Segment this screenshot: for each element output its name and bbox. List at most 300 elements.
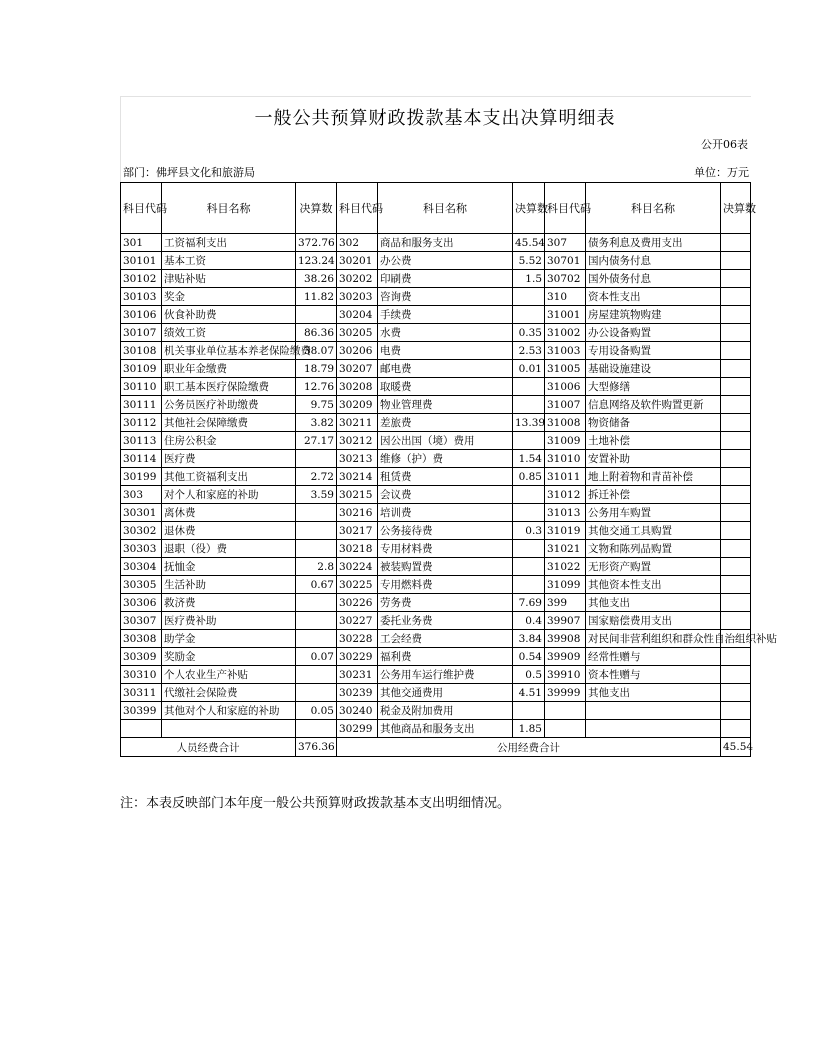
cell-amount-3: [721, 306, 751, 324]
cell-name-1: 生活补助: [162, 576, 296, 594]
cell-code-2: 30203: [337, 288, 378, 306]
cell-name-1: 基本工资: [162, 252, 296, 270]
header-name-1: 科目名称: [162, 183, 296, 234]
cell-code-2: 30218: [337, 540, 378, 558]
table-row: [121, 630, 751, 648]
cell-amount-1: [296, 306, 337, 324]
cell-amount-1: 2.72: [296, 468, 337, 486]
cell-code-1: 30106: [121, 306, 162, 324]
cell-name-2: 被装购置费: [378, 558, 513, 576]
cell-name-3: [586, 702, 721, 720]
cell-name-3: 经常性赠与: [586, 648, 721, 666]
cell-amount-2: 0.35: [513, 324, 545, 342]
table-row: [121, 378, 751, 396]
table-row: [121, 342, 751, 360]
cell-code-1: 30302: [121, 522, 162, 540]
cell-amount-2: [513, 504, 545, 522]
cell-code-1: 30306: [121, 594, 162, 612]
footnote: 注：本表反映部门本年度一般公共预算财政拨款基本支出明细情况。: [120, 796, 511, 811]
cell-name-2: 培训费: [378, 504, 513, 522]
cell-code-3: 30701: [545, 252, 586, 270]
table-row: [121, 252, 751, 270]
report-title: 一般公共预算财政拨款基本支出决算明细表: [254, 108, 616, 129]
cell-code-3: 31007: [545, 396, 586, 414]
cell-amount-1: 18.79: [296, 360, 337, 378]
table-row: [121, 612, 751, 630]
cell-amount-2: 4.51: [513, 684, 545, 702]
cell-name-3: 无形资产购置: [586, 558, 721, 576]
cell-code-1: 30199: [121, 468, 162, 486]
cell-amount-2: [513, 288, 545, 306]
cell-amount-3: [721, 396, 751, 414]
cell-name-1: 绩效工资: [162, 324, 296, 342]
table-row: [121, 306, 751, 324]
cell-code-1: 30307: [121, 612, 162, 630]
cell-name-1: 公务员医疗补助缴费: [162, 396, 296, 414]
cell-name-3: 其他交通工具购置: [586, 522, 721, 540]
cell-code-1: 30108: [121, 342, 162, 360]
cell-code-1: 30112: [121, 414, 162, 432]
cell-name-3: 资本性支出: [586, 288, 721, 306]
table-row: [121, 702, 751, 720]
cell-name-1: 医疗费补助: [162, 612, 296, 630]
cell-amount-3: [721, 468, 751, 486]
cell-code-2: 30239: [337, 684, 378, 702]
cell-code-1: 30113: [121, 432, 162, 450]
cell-code-3: 31010: [545, 450, 586, 468]
cell-name-2: 电费: [378, 342, 513, 360]
cell-amount-2: 1.85: [513, 720, 545, 738]
cell-amount-2: [513, 576, 545, 594]
table-header-row: [121, 183, 751, 234]
cell-code-3: 31008: [545, 414, 586, 432]
cell-code-1: 301: [121, 234, 162, 252]
cell-code-2: 30211: [337, 414, 378, 432]
cell-code-3: 31006: [545, 378, 586, 396]
cell-name-1: 机关事业单位基本养老保险缴费: [162, 342, 296, 360]
header-amount-3: 决算数: [721, 183, 751, 234]
cell-code-2: 30224: [337, 558, 378, 576]
cell-code-3: 39910: [545, 666, 586, 684]
cell-code-3: 31013: [545, 504, 586, 522]
cell-code-3: 31005: [545, 360, 586, 378]
cell-code-1: 30103: [121, 288, 162, 306]
cell-name-3: 其他支出: [586, 594, 721, 612]
cell-name-3: 地上附着物和青苗补偿: [586, 468, 721, 486]
cell-amount-3: [721, 270, 751, 288]
personnel-total-label: 人员经费合计: [121, 738, 296, 757]
cell-code-3: 31012: [545, 486, 586, 504]
table-row: [121, 540, 751, 558]
cell-code-1: 30102: [121, 270, 162, 288]
cell-amount-2: 1.54: [513, 450, 545, 468]
cell-name-2: 因公出国（境）费用: [378, 432, 513, 450]
table-row: [121, 594, 751, 612]
cell-code-3: 39999: [545, 684, 586, 702]
cell-code-3: 39909: [545, 648, 586, 666]
table-row: [121, 648, 751, 666]
cell-name-3: 对民间非营利组织和群众性自治组织补贴: [586, 630, 721, 648]
cell-code-1: 30110: [121, 378, 162, 396]
personnel-total-value: 376.36: [296, 738, 337, 757]
cell-amount-1: 0.07: [296, 648, 337, 666]
table-row: [121, 450, 751, 468]
cell-name-3: 资本性赠与: [586, 666, 721, 684]
cell-amount-1: [296, 666, 337, 684]
cell-amount-2: [513, 540, 545, 558]
cell-code-1: 30101: [121, 252, 162, 270]
cell-code-2: 30209: [337, 396, 378, 414]
cell-amount-1: 86.36: [296, 324, 337, 342]
cell-code-3: 31011: [545, 468, 586, 486]
cell-code-2: 30205: [337, 324, 378, 342]
cell-code-1: [121, 720, 162, 738]
cell-name-2: 专用材料费: [378, 540, 513, 558]
header-name-3: 科目名称: [586, 183, 721, 234]
cell-code-2: 30231: [337, 666, 378, 684]
cell-name-1: 津贴补贴: [162, 270, 296, 288]
cell-amount-3: [721, 720, 751, 738]
cell-amount-2: 0.85: [513, 468, 545, 486]
cell-amount-2: 1.5: [513, 270, 545, 288]
cell-name-3: 国内债务付息: [586, 252, 721, 270]
table-row: [121, 684, 751, 702]
cell-amount-3: [721, 594, 751, 612]
cell-name-2: 办公费: [378, 252, 513, 270]
cell-name-2: 维修（护）费: [378, 450, 513, 468]
cell-name-1: 救济费: [162, 594, 296, 612]
cell-code-2: 30215: [337, 486, 378, 504]
cell-code-2: 30226: [337, 594, 378, 612]
cell-code-2: 30212: [337, 432, 378, 450]
cell-code-2: 30299: [337, 720, 378, 738]
cell-name-2: 劳务费: [378, 594, 513, 612]
cell-name-2: 其他交通费用: [378, 684, 513, 702]
cell-code-3: 31019: [545, 522, 586, 540]
cell-name-3: 文物和陈列品购置: [586, 540, 721, 558]
cell-name-1: 职工基本医疗保险缴费: [162, 378, 296, 396]
cell-amount-1: 2.8: [296, 558, 337, 576]
cell-name-1: 其他对个人和家庭的补助: [162, 702, 296, 720]
table-row: [121, 666, 751, 684]
cell-code-3: 30702: [545, 270, 586, 288]
cell-name-3: 公务用车购置: [586, 504, 721, 522]
cell-code-3: 31099: [545, 576, 586, 594]
cell-name-1: 奖金: [162, 288, 296, 306]
cell-code-1: 30107: [121, 324, 162, 342]
table-row: [121, 468, 751, 486]
cell-amount-2: 0.54: [513, 648, 545, 666]
header-code-3: 科目代码: [545, 183, 586, 234]
cell-amount-1: [296, 612, 337, 630]
cell-amount-1: 27.17: [296, 432, 337, 450]
cell-code-1: 30311: [121, 684, 162, 702]
cell-name-1: 对个人和家庭的补助: [162, 486, 296, 504]
cell-name-3: 安置补助: [586, 450, 721, 468]
table-row: [121, 234, 751, 252]
cell-name-2: 物业管理费: [378, 396, 513, 414]
cell-name-3: 国外债务付息: [586, 270, 721, 288]
cell-amount-2: [513, 432, 545, 450]
cell-amount-2: 13.39: [513, 414, 545, 432]
cell-amount-2: [513, 702, 545, 720]
cell-amount-3: [721, 504, 751, 522]
form-number: 公开06表: [701, 138, 748, 151]
cell-name-2: 会议费: [378, 486, 513, 504]
cell-amount-1: 3.82: [296, 414, 337, 432]
info-row: [120, 160, 751, 183]
cell-name-3: 专用设备购置: [586, 342, 721, 360]
cell-name-3: 基础设施建设: [586, 360, 721, 378]
table-row: [121, 576, 751, 594]
cell-name-2: 邮电费: [378, 360, 513, 378]
cell-code-2: 30216: [337, 504, 378, 522]
cell-code-2: 30217: [337, 522, 378, 540]
cell-code-1: 30310: [121, 666, 162, 684]
cell-code-3: 31022: [545, 558, 586, 576]
cell-amount-1: [296, 522, 337, 540]
cell-code-2: 30214: [337, 468, 378, 486]
cell-name-2: 公务接待费: [378, 522, 513, 540]
unit-label: 单位：万元: [694, 166, 749, 179]
cell-name-2: 印刷费: [378, 270, 513, 288]
cell-name-3: [586, 720, 721, 738]
cell-name-2: 水费: [378, 324, 513, 342]
cell-amount-2: 0.5: [513, 666, 545, 684]
cell-amount-2: 7.69: [513, 594, 545, 612]
cell-amount-3: [721, 450, 751, 468]
cell-name-1: 退职（役）费: [162, 540, 296, 558]
cell-name-1: 住房公积金: [162, 432, 296, 450]
cell-code-1: 30111: [121, 396, 162, 414]
cell-code-2: 30201: [337, 252, 378, 270]
cell-amount-2: 0.4: [513, 612, 545, 630]
cell-amount-2: [513, 486, 545, 504]
cell-amount-3: [721, 486, 751, 504]
cell-amount-2: 0.01: [513, 360, 545, 378]
cell-code-2: 30204: [337, 306, 378, 324]
cell-name-1: 其他社会保障缴费: [162, 414, 296, 432]
cell-code-2: 30206: [337, 342, 378, 360]
cell-code-3: [545, 720, 586, 738]
cell-code-2: 30208: [337, 378, 378, 396]
cell-name-2: 手续费: [378, 306, 513, 324]
cell-code-2: 30207: [337, 360, 378, 378]
cell-name-2: 工会经费: [378, 630, 513, 648]
table-row: [121, 360, 751, 378]
cell-amount-1: [296, 720, 337, 738]
table-row: [121, 522, 751, 540]
cell-name-3: 拆迁补偿: [586, 486, 721, 504]
department-label: 部门：佛坪县文化和旅游局: [123, 166, 255, 179]
cell-name-3: 房屋建筑物购建: [586, 306, 721, 324]
cell-name-2: 委托业务费: [378, 612, 513, 630]
cell-code-2: 30240: [337, 702, 378, 720]
table-row: [121, 288, 751, 306]
header-code-1: 科目代码: [121, 183, 162, 234]
cell-amount-2: 3.84: [513, 630, 545, 648]
cell-amount-3: [721, 288, 751, 306]
cell-code-2: 30227: [337, 612, 378, 630]
cell-amount-3: [721, 522, 751, 540]
cell-code-2: 30202: [337, 270, 378, 288]
cell-amount-1: 12.76: [296, 378, 337, 396]
cell-name-1: [162, 720, 296, 738]
cell-name-1: 职业年金缴费: [162, 360, 296, 378]
cell-code-2: 30229: [337, 648, 378, 666]
cell-amount-2: [513, 378, 545, 396]
cell-amount-2: [513, 396, 545, 414]
cell-name-2: 福利费: [378, 648, 513, 666]
cell-amount-2: 5.52: [513, 252, 545, 270]
cell-name-2: 咨询费: [378, 288, 513, 306]
cell-amount-2: [513, 306, 545, 324]
cell-name-1: 代缴社会保险费: [162, 684, 296, 702]
cell-name-3: 其他支出: [586, 684, 721, 702]
cell-amount-2: 45.54: [513, 234, 545, 252]
cell-name-2: 租赁费: [378, 468, 513, 486]
cell-name-2: 取暖费: [378, 378, 513, 396]
cell-amount-3: [721, 558, 751, 576]
totals-row: [121, 738, 751, 757]
cell-amount-3: [721, 234, 751, 252]
cell-amount-1: 0.67: [296, 576, 337, 594]
cell-code-2: 30213: [337, 450, 378, 468]
cell-name-3: 债务利息及费用支出: [586, 234, 721, 252]
cell-amount-1: 123.24: [296, 252, 337, 270]
cell-amount-3: [721, 324, 751, 342]
cell-amount-1: 3.59: [296, 486, 337, 504]
cell-code-1: 30304: [121, 558, 162, 576]
header-amount-2: 决算数: [513, 183, 545, 234]
cell-amount-3: [721, 378, 751, 396]
cell-amount-3: [721, 540, 751, 558]
cell-name-2: 专用燃料费: [378, 576, 513, 594]
cell-code-3: 31003: [545, 342, 586, 360]
table-row: [121, 324, 751, 342]
cell-code-3: 39908: [545, 630, 586, 648]
cell-code-2: 302: [337, 234, 378, 252]
cell-amount-3: [721, 360, 751, 378]
header-amount-1: 决算数: [296, 183, 337, 234]
cell-name-2: 其他商品和服务支出: [378, 720, 513, 738]
cell-amount-3: [721, 414, 751, 432]
cell-code-1: 30308: [121, 630, 162, 648]
cell-name-1: 离休费: [162, 504, 296, 522]
table-body: [121, 234, 777, 738]
cell-code-1: 30399: [121, 702, 162, 720]
cell-name-3: 其他资本性支出: [586, 576, 721, 594]
cell-amount-3: [721, 342, 751, 360]
cell-code-1: 303: [121, 486, 162, 504]
cell-name-1: 工资福利支出: [162, 234, 296, 252]
cell-amount-1: 38.26: [296, 270, 337, 288]
cell-code-1: 30301: [121, 504, 162, 522]
cell-amount-1: 372.76: [296, 234, 337, 252]
cell-name-2: 税金及附加费用: [378, 702, 513, 720]
cell-name-3: 办公设备购置: [586, 324, 721, 342]
cell-code-1: 30309: [121, 648, 162, 666]
cell-code-3: 31021: [545, 540, 586, 558]
cell-amount-3: [721, 612, 751, 630]
cell-name-2: 差旅费: [378, 414, 513, 432]
cell-amount-3: [721, 702, 751, 720]
cell-amount-3: [721, 648, 751, 666]
cell-name-1: 伙食补助费: [162, 306, 296, 324]
expenditure-table: [120, 182, 777, 757]
cell-amount-1: [296, 450, 337, 468]
cell-amount-3: [721, 432, 751, 450]
cell-amount-1: 11.82: [296, 288, 337, 306]
cell-code-3: 399: [545, 594, 586, 612]
cell-amount-3: [721, 684, 751, 702]
table-row: [121, 396, 751, 414]
public-total-value: 45.54: [721, 738, 751, 757]
table-row: [121, 414, 751, 432]
cell-code-3: 31002: [545, 324, 586, 342]
cell-name-1: 其他工资福利支出: [162, 468, 296, 486]
cell-code-3: 31009: [545, 432, 586, 450]
cell-amount-1: [296, 630, 337, 648]
cell-name-1: 医疗费: [162, 450, 296, 468]
cell-amount-2: 2.53: [513, 342, 545, 360]
cell-name-2: 商品和服务支出: [378, 234, 513, 252]
table-row: [121, 432, 751, 450]
cell-code-1: 30109: [121, 360, 162, 378]
cell-amount-3: [721, 666, 751, 684]
cell-code-2: 30225: [337, 576, 378, 594]
cell-amount-3: [721, 252, 751, 270]
cell-name-1: 个人农业生产补贴: [162, 666, 296, 684]
cell-code-3: 307: [545, 234, 586, 252]
cell-code-3: 310: [545, 288, 586, 306]
cell-code-2: 30228: [337, 630, 378, 648]
cell-code-3: [545, 702, 586, 720]
cell-name-3: 物资储备: [586, 414, 721, 432]
cell-amount-1: [296, 540, 337, 558]
cell-code-1: 30303: [121, 540, 162, 558]
cell-code-3: 39907: [545, 612, 586, 630]
table-row: [121, 270, 751, 288]
table-row: [121, 720, 751, 738]
cell-name-3: 信息网络及软件购置更新: [586, 396, 721, 414]
cell-amount-1: [296, 504, 337, 522]
cell-amount-1: [296, 684, 337, 702]
table-row: [121, 558, 751, 576]
cell-amount-1: 38.07: [296, 342, 337, 360]
cell-name-1: 助学金: [162, 630, 296, 648]
table-row: [121, 486, 751, 504]
cell-amount-1: 0.05: [296, 702, 337, 720]
cell-name-3: 大型修缮: [586, 378, 721, 396]
cell-amount-2: 0.3: [513, 522, 545, 540]
cell-amount-3: [721, 576, 751, 594]
cell-name-1: 奖励金: [162, 648, 296, 666]
cell-amount-2: [513, 558, 545, 576]
table-row: [121, 504, 751, 522]
cell-amount-1: [296, 594, 337, 612]
cell-code-3: 31001: [545, 306, 586, 324]
cell-name-3: 土地补偿: [586, 432, 721, 450]
cell-name-1: 退休费: [162, 522, 296, 540]
cell-amount-1: 9.75: [296, 396, 337, 414]
cell-name-1: 抚恤金: [162, 558, 296, 576]
header-code-2: 科目代码: [337, 183, 378, 234]
public-total-label: 公用经费合计: [337, 738, 721, 757]
cell-name-2: 公务用车运行维护费: [378, 666, 513, 684]
cell-code-1: 30114: [121, 450, 162, 468]
header-name-2: 科目名称: [378, 183, 513, 234]
